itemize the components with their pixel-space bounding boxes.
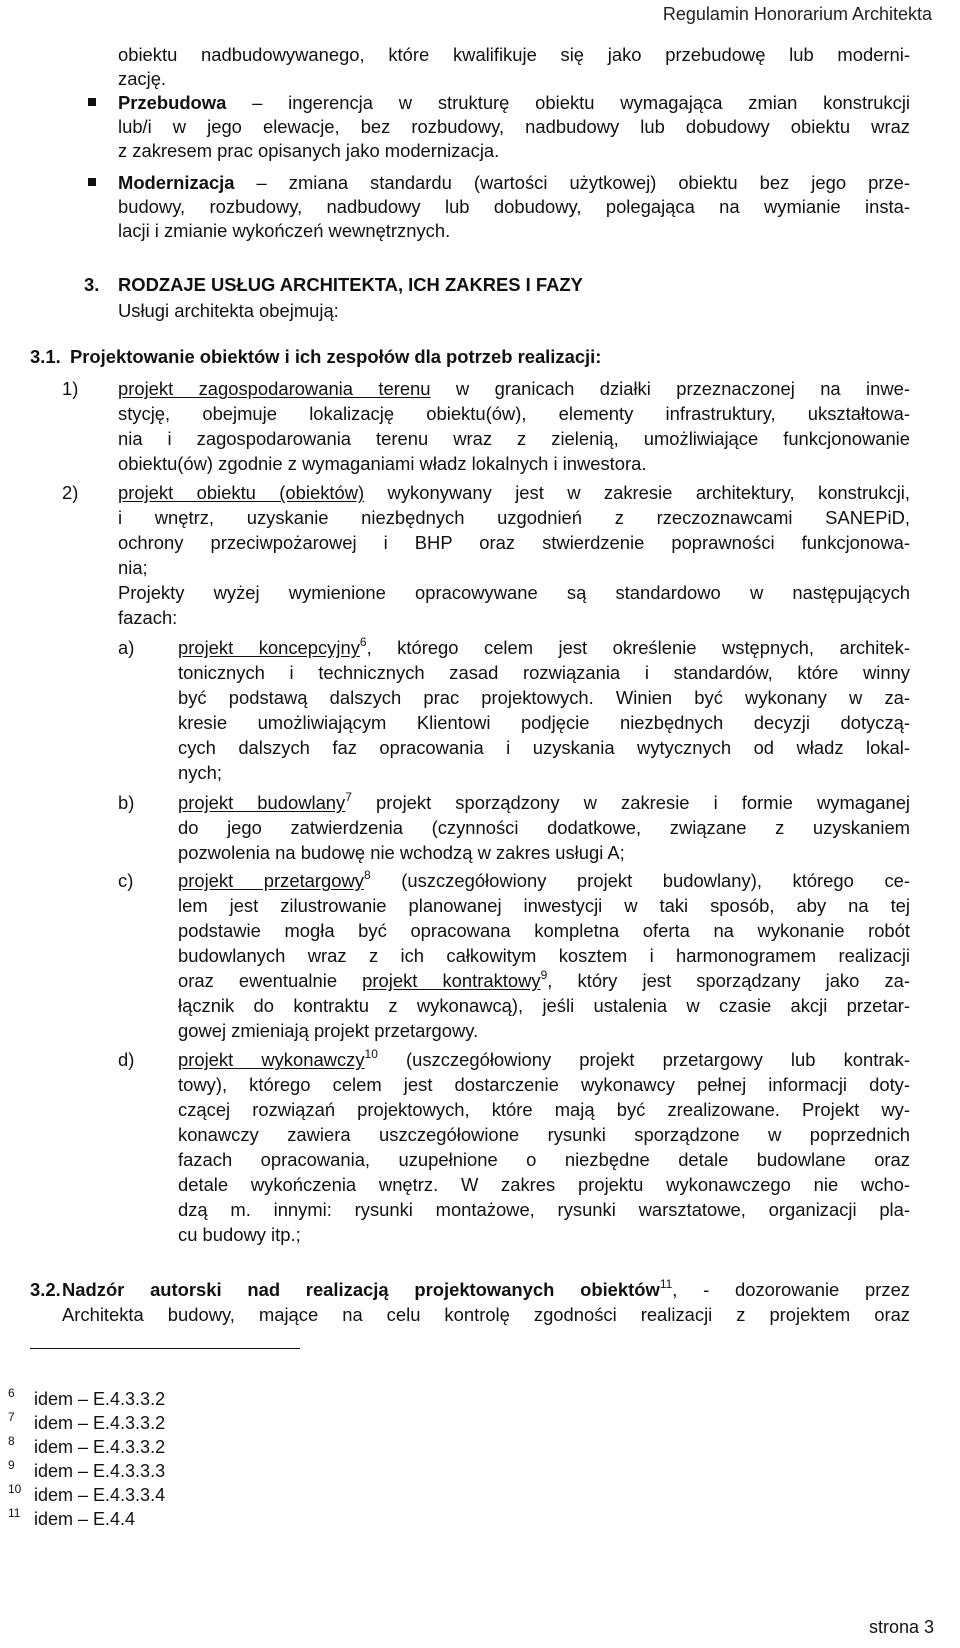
paragraph-line: cu budowy itp.;: [178, 1224, 301, 1245]
phase-b: projekt budowlany$^7$ projekt sporządzony w zakresie i formie wymaganej: [178, 790, 911, 813]
paragraph-line: oraz ewentualnie projekt kontraktowy$^9$, który jest sporządzany jako za-: [178, 968, 911, 991]
definition-przebudowa: Przebudowa – ingerencja w strukturę obiektu wymagająca zmian konstrukcji: [118, 92, 910, 113]
page-number: strona 3: [868, 1617, 934, 1637]
list-number: 1): [62, 378, 79, 399]
paragraph-line: Architekta budowy, mające na celu kontrolę zgodności realizacji z projektem oraz: [62, 1304, 910, 1325]
paragraph-line: lem jest zilustrowanie planowanej inwestycji w taki sposób, aby na tej: [178, 895, 910, 916]
paragraph-line: fazach:: [118, 607, 178, 628]
phase-d: projekt wykonawczy$^{10}$ (uszczegółowiony projekt przetargowy lub kontrak-: [178, 1047, 910, 1070]
phase-a: projekt koncepcyjny$^6$, którego celem jest określenie wstępnych, architek-: [178, 635, 910, 658]
section-number: 3.: [84, 274, 100, 295]
paragraph-line: kresie umożliwiającym Klientowi podjęcie niezbędnych decyzji dotyczą-: [178, 712, 910, 733]
list-item-2: projekt obiektu (obiektów) wykonywany jest w zakresie architektury, konstrukcji,: [118, 482, 910, 503]
phase-c: projekt przetargowy$^8$ (uszczegółowiony projekt budowlany), którego ce-: [178, 868, 911, 891]
paragraph-line: obiektu nadbudowywanego, które kwalifikuje się jako przebudowę lub moderni-: [118, 44, 910, 65]
paragraph-line: towy), którego celem jest dostarczenie wykonawcy pełnej informacji doty-: [178, 1074, 910, 1095]
phase-letter: c): [118, 870, 134, 891]
paragraph-line: tonicznych i technicznych zasad rozwiązania i standardów, które winny: [178, 662, 910, 683]
list-item-1: projekt zagospodarowania terenu w granicach działki przeznaczonej na inwe-: [118, 378, 910, 399]
paragraph-line: lub/i w jego elewacje, bez rozbudowy, nadbudowy lub dobudowy obiektu wraz: [118, 116, 910, 137]
definition-modernizacja: Modernizacja – zmiana standardu (wartości użytkowej) obiektu bez jego prze-: [118, 172, 910, 193]
running-header: Regulamin Honorarium Architekta: [662, 4, 932, 24]
subsection-number: 3.1.: [30, 346, 61, 367]
paragraph-line: detale wykończenia wnętrz. W zakres projektu wykonawczego nie wcho-: [178, 1174, 910, 1195]
paragraph-line: i wnętrz, uzyskanie niezbędnych uzgodnień z rzeczoznawcami SANEPiD,: [118, 507, 910, 528]
paragraph-line: konawczy zawiera uszczegółowione rysunki sporządzone w poprzednich: [178, 1124, 910, 1145]
paragraph-line: podstawie mogła być opracowana kompletna oferta na wykonanie robót: [178, 920, 910, 941]
paragraph-line: obiektu(ów) zgodnie z wymaganiami władz lokalnych i inwestora.: [118, 453, 647, 474]
paragraph-line: Projekty wyżej wymienione opracowywane są standardowo w następujących: [118, 582, 910, 603]
paragraph-line: cych dalszych faz opracowania i uzyskania wytycznych od władz lokal-: [178, 737, 910, 758]
subsection-number: 3.2.: [30, 1279, 61, 1300]
paragraph-line: dzą m. innymi: rysunki montażowe, rysunki warsztatowe, organizacji pla-: [178, 1199, 910, 1220]
paragraph-line: być podstawą dalszych prac projektowych. Winien być wykonany w za-: [178, 687, 910, 708]
section-title: RODZAJE USŁUG ARCHITEKTA, ICH ZAKRES I FAZY: [118, 274, 583, 295]
footnote-separator: [30, 1348, 300, 1349]
paragraph-line: gowej zmieniają projekt przetargowy.: [178, 1020, 479, 1041]
paragraph-line: stycję, obejmuje lokalizację obiektu(ów), elementy infrastruktury, ukształtowa-: [118, 403, 910, 424]
phase-letter: b): [118, 792, 135, 813]
phase-letter: d): [118, 1049, 135, 1070]
paragraph-line: zację.: [118, 68, 167, 89]
list-number: 2): [62, 482, 79, 503]
paragraph-line: budowlanych wraz z ich całkowitym kosztem i harmonogramem realizacji: [178, 945, 910, 966]
paragraph-line: z zakresem prac opisanych jako modernizacja.: [118, 140, 500, 161]
square-bullet-icon: [88, 178, 96, 186]
square-bullet-icon: [88, 98, 96, 106]
paragraph-line: nych;: [178, 762, 222, 783]
paragraph-line: ochrony przeciwpożarowej i BHP oraz stwierdzenie poprawności funkcjonowa-: [118, 532, 910, 553]
paragraph-line: nia;: [118, 557, 148, 578]
paragraph-line: lacji i zmianie wykończeń wewnętrznych.: [118, 220, 451, 241]
paragraph-line: pozwolenia na budowę nie wchodzą w zakres usługi A;: [178, 842, 625, 863]
paragraph-line: łącznik do kontraktu z wykonawcą), jeśli ustalenia w czasie akcji przetar-: [178, 995, 910, 1016]
paragraph-line: nia i zagospodarowania terenu wraz z zielenią, umożliwiające funkcjonowanie: [118, 428, 910, 449]
phase-letter: a): [118, 637, 135, 658]
paragraph-line: czącej rozwiązań projektowych, które mają być zrealizowane. Projekt wy-: [178, 1099, 910, 1120]
subsection-3-2: Nadzór autorski nad realizacją projektowanych obiektów$^{11}$, - dozorowanie przez: [62, 1277, 910, 1300]
subsection-title: Projektowanie obiektów i ich zespołów dla potrzeb realizacji:: [70, 346, 602, 367]
paragraph-line: budowy, rozbudowy, nadbudowy lub dobudowy, polegająca na wymianie insta-: [118, 196, 910, 217]
paragraph-line: do jego zatwierdzenia (czynności dodatkowe, związane z uzyskaniem: [178, 817, 910, 838]
paragraph-line: fazach opracowania, uzupełnione o niezbędne detale budowlane oraz: [178, 1149, 910, 1170]
section-subtitle: Usługi architekta obejmują:: [118, 300, 339, 321]
